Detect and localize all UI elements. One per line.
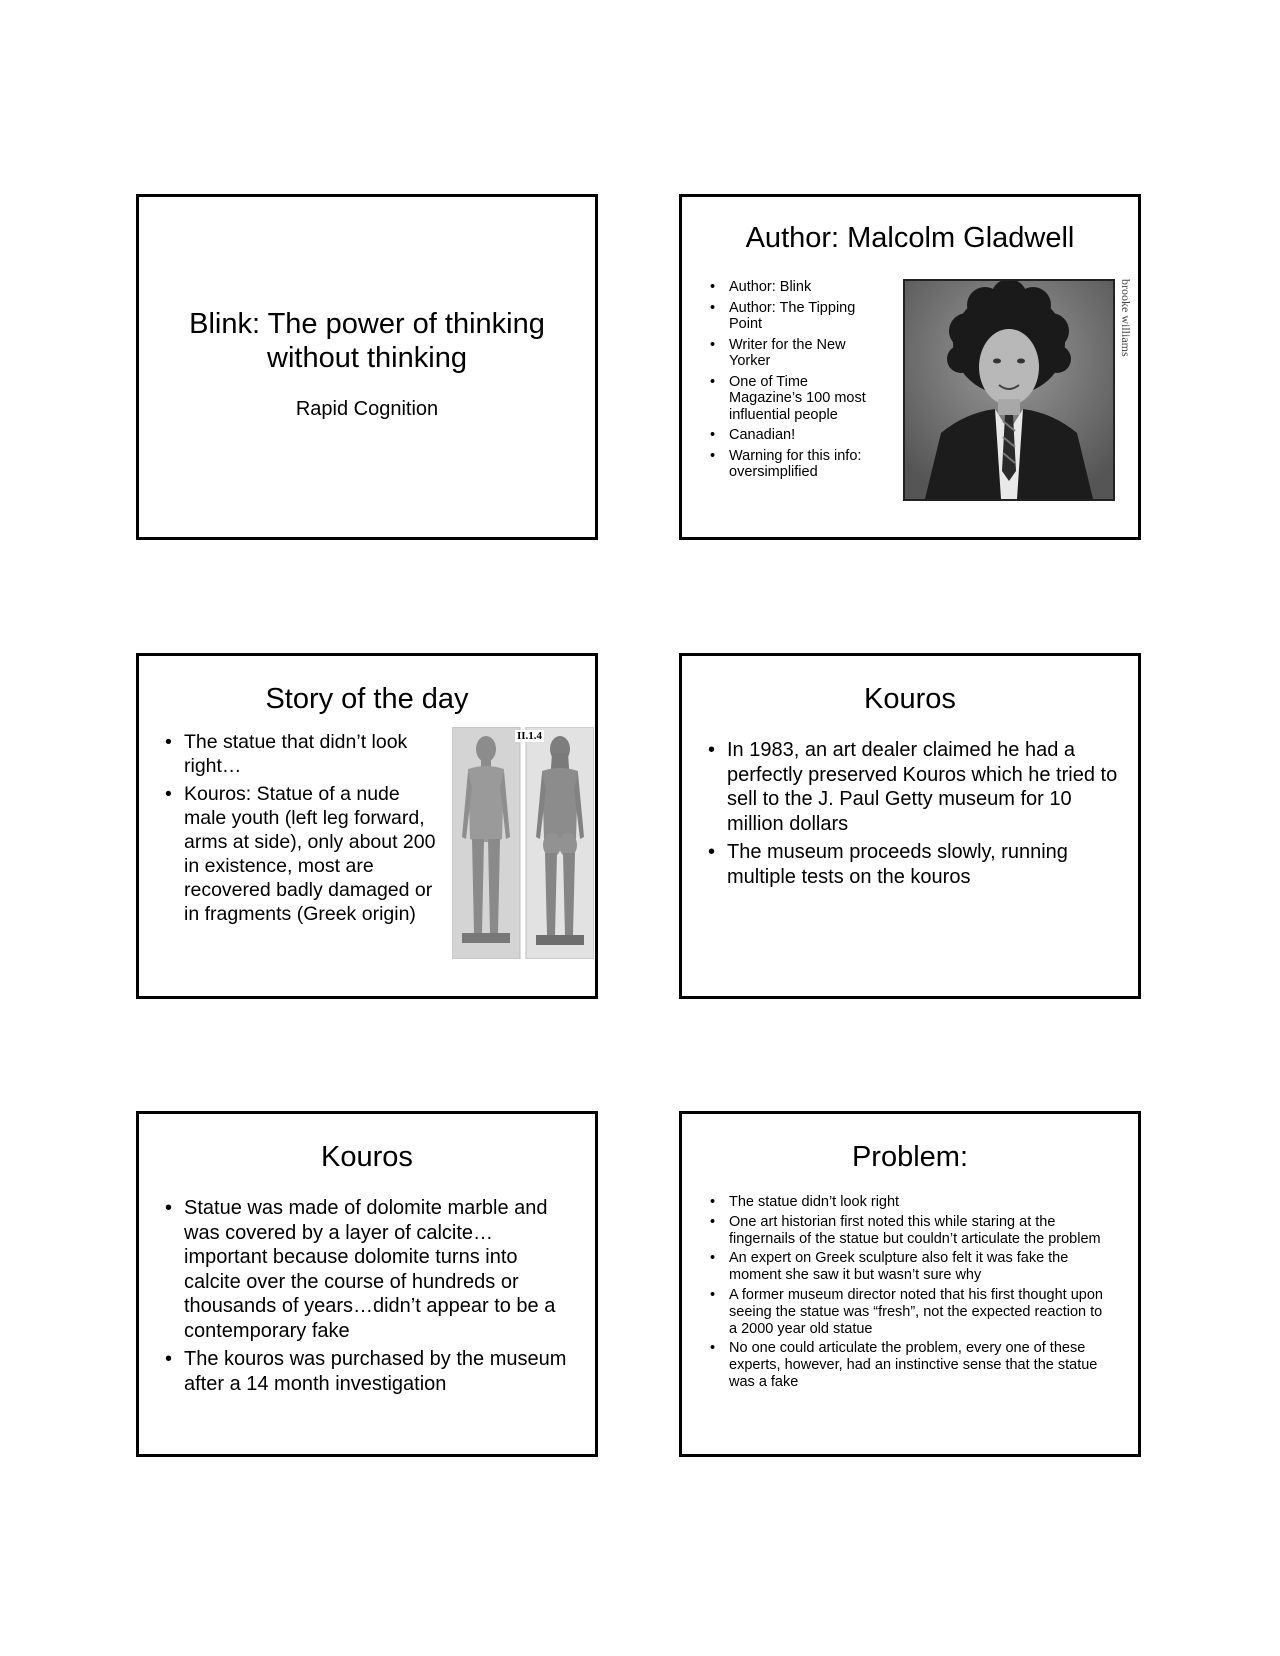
author-portrait-photo (903, 279, 1115, 501)
bullet-item: • Statue was made of dolomite marble and was covered by a layer of calcite…important because dolomite turns into calcite over the course of hundreds or thousands of years…didn’t appear to be a contemporary fake (165, 1196, 575, 1343)
bullet-item: • Author: The Tipping Point (710, 300, 878, 333)
slide-title: Story of the day (265, 683, 469, 715)
slide-5 (136, 1111, 598, 1457)
slide-1 (136, 194, 598, 540)
bullet-item: • The statue that didn’t look right… (165, 730, 441, 778)
bullet-item: • Kouros: Statue of a nude male youth (left leg forward, arms at side), only about 200 in existence, most are recovered badly damaged or in fragments (Greek origin) (165, 782, 441, 926)
bullet-item: • An expert on Greek sculpture also felt it was fake the moment she saw it but wasn’t sure why (710, 1250, 1110, 1284)
bullet-item: • One of Time Magazine’s 100 most influential people (710, 374, 878, 424)
slide-title: Blink: The power of thinking without thinking (189, 308, 545, 374)
slide-title: Problem: (851, 1141, 969, 1173)
bullet-item: • The kouros was purchased by the museum after a 14 month investigation (165, 1347, 575, 1396)
bullet-list (708, 738, 1118, 893)
slide-6 (679, 1111, 1141, 1457)
bullet-item: • Writer for the New Yorker (710, 337, 878, 370)
bullet-list (165, 1196, 575, 1400)
bullet-item: • Author: Blink (710, 279, 878, 296)
slide-2 (679, 194, 1141, 540)
bullet-item: • The museum proceeds slowly, running multiple tests on the kouros (708, 840, 1118, 889)
bullet-item: • A former museum director noted that his first thought upon seeing the statue was “fresh”, not the expected reaction to a 2000 year old statue (710, 1287, 1110, 1337)
image-label: II.1.4 (517, 730, 543, 742)
statue-illustration (452, 727, 594, 959)
slide-3 (136, 653, 598, 999)
slide-4 (679, 653, 1141, 999)
slide-title: Author: Malcolm Gladwell (745, 222, 1075, 254)
kouros-statue-image (452, 727, 594, 959)
bullet-item: • The statue didn’t look right (710, 1194, 1110, 1211)
photo-credit: brooke williams (1119, 279, 1133, 357)
bullet-item: • Canadian! (710, 427, 878, 444)
bullet-item: • One art historian first noted this while staring at the fingernails of the statue but couldn’t articulate the problem (710, 1214, 1110, 1248)
bullet-list (710, 279, 878, 485)
bullet-item: • No one could articulate the problem, every one of these experts, however, had an instinctive sense that the statue was a fake (710, 1340, 1110, 1390)
bullet-item: • Warning for this info: oversimplified (710, 448, 878, 481)
portrait-illustration (905, 281, 1113, 499)
slide-subtitle: Rapid Cognition (295, 398, 439, 420)
slide-title: Kouros (864, 683, 956, 715)
bullet-item: • In 1983, an art dealer claimed he had a perfectly preserved Kouros which he tried to sell to the J. Paul Getty museum for 10 million dollars (708, 738, 1118, 836)
bullet-list (710, 1194, 1110, 1394)
slide-title: Kouros (321, 1141, 413, 1173)
bullet-list (165, 730, 441, 930)
